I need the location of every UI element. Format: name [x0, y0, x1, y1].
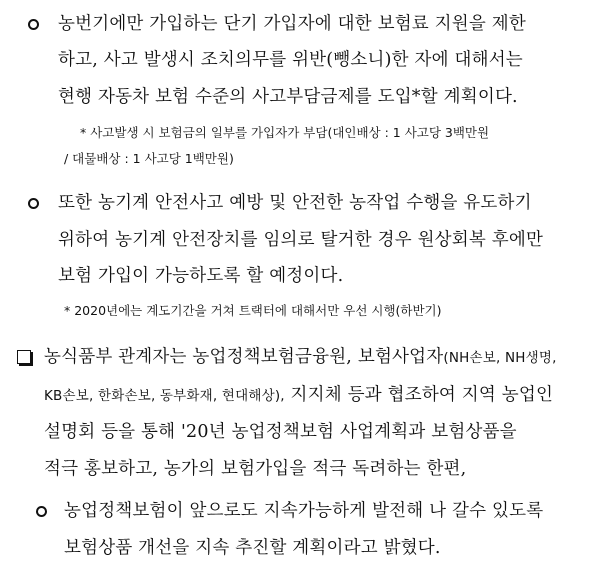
paragraph-line: 농업정책보험이 앞으로도 지속가능하게 발전해 나 갈수 있도록	[64, 501, 544, 521]
paragraph-text: 지지체 등과 협조하여 지역 농업인	[284, 385, 554, 405]
footnote-line: * 2020년에는 계도기간을 거쳐 트랙터에 대해서만 우선 시행(하반기)	[64, 303, 442, 318]
footnote-line: / 대물배상 : 1 사고당 1백만원)	[64, 151, 234, 166]
paragraph-line: 또한 농기계 안전사고 예방 및 안전한 농작업 수행을 유도하기	[58, 193, 532, 213]
paragraph-line: 하고, 사고 발생시 조치의무를 위반(뺑소니)한 자에 대해서는	[58, 50, 523, 70]
footnote-line: * 사고발생 시 보험금의 일부를 가입자가 부담(대인배상 : 1 사고당 3백만원	[80, 125, 490, 140]
square-bullet-icon	[17, 350, 31, 364]
paragraph-line: 농번기에만 가입하는 단기 가입자에 대한 보험료 지원을 제한	[58, 14, 526, 34]
circle-bullet-icon	[28, 198, 39, 209]
paragraph-line: 위하여 농기계 안전장치를 임의로 탈거한 경우 원상회복 후에만	[58, 230, 544, 250]
paragraph-line: 보험상품 개선을 지속 추진할 계획이라고 밝혔다.	[64, 538, 441, 558]
paragraph-text: 농식품부 관계자는 농업정책보험금융원, 보험사업자	[44, 347, 444, 367]
paragraph-line	[44, 346, 557, 369]
circle-bullet-icon	[36, 506, 47, 517]
circle-bullet-icon	[28, 19, 39, 30]
paragraph-small-text: (NH손보, NH생명,	[443, 350, 557, 366]
paragraph-line: 적극 홍보하고, 농가의 보험가입을 적극 독려하는 한편,	[44, 459, 467, 479]
paragraph-line: 보험 가입이 가능하도록 할 예정이다.	[58, 266, 344, 286]
paragraph-small-text: KB손보, 한화손보, 동부화재, 현대해상),	[44, 388, 285, 404]
paragraph-line: 설명회 등을 통해 '20년 농업정책보험 사업계획과 보험상품을	[44, 422, 517, 442]
paragraph-line	[44, 384, 553, 407]
paragraph-line: 현행 자동차 보험 수준의 사고부담금제를 도입*할 계획이다.	[58, 87, 518, 107]
